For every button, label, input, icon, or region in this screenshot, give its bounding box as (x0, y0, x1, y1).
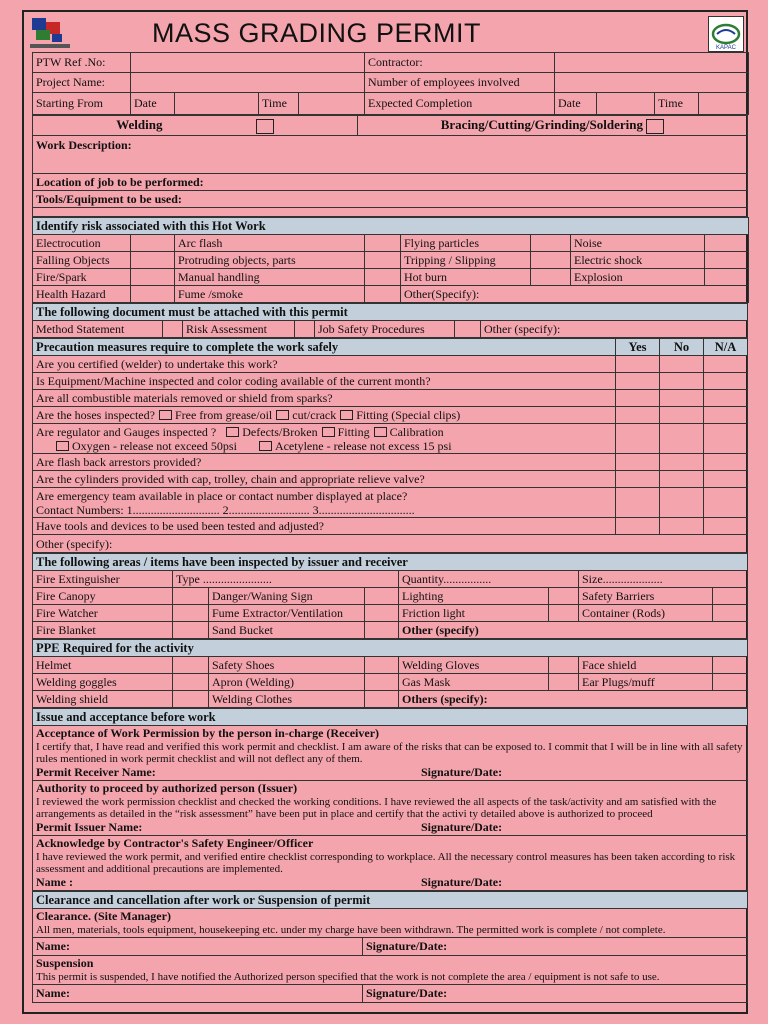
no-header: No (660, 339, 704, 356)
reg-fitting-label: Fitting (337, 424, 370, 439)
inspected-item: Fire Watcher (33, 605, 173, 622)
risk-item: Electrocution (33, 235, 131, 252)
form-title: MASS GRADING PERMIT (152, 18, 482, 48)
risk-item: Arc flash (175, 235, 365, 252)
acceptance-text: I certify that, I have read and verified this work permit and checklist. I am aware of the risks that can be exposed to. I commit that I will be in line with all safety rules mentioned in work permit checklist and will not deflect any of them. (36, 740, 743, 765)
acknowledge-text: I have reviewed the work permit, and verified entire checklist corresponding to workplace. All the necessary control measures has been taken according to risk assessment and additional precautions are implemented. (36, 850, 736, 875)
svg-text:KAPAC: KAPAC (716, 45, 736, 51)
clearance-text: All men, materials, tools equipment, housekeeping etc. under my charge have been withdrawn. The permitted work is complete / not complete. (36, 923, 666, 936)
no-cell[interactable] (660, 373, 704, 390)
clearance-signature-field[interactable]: Signature/Date: (363, 938, 748, 956)
ptw-ref-field[interactable] (131, 53, 365, 73)
na-cell[interactable] (704, 454, 748, 471)
yes-cell[interactable] (616, 356, 660, 373)
doc-check[interactable] (295, 321, 315, 338)
hoses-row (33, 407, 616, 424)
quantity-field[interactable]: Quantity................ (399, 571, 579, 588)
inspected-check[interactable] (713, 588, 748, 605)
risk-item: Falling Objects (33, 252, 131, 269)
documents-heading: The following document must be attached with this permit (33, 304, 748, 321)
hoses-grease-label: Free from grease/oil (174, 407, 273, 422)
clearance-title: Clearance. (Site Manager) (36, 909, 171, 923)
na-cell[interactable] (704, 373, 748, 390)
doc-check[interactable] (163, 321, 183, 338)
inspected-check[interactable] (173, 605, 209, 622)
risk-heading: Identify risk associated with this Hot Work (33, 218, 749, 235)
starting-from-label: Starting From (33, 93, 131, 115)
acetylene-checkbox[interactable] (259, 441, 272, 451)
inspected-check[interactable] (713, 605, 748, 622)
end-date-field[interactable] (597, 93, 655, 115)
inspected-check[interactable] (365, 622, 399, 639)
expected-completion-label: Expected Completion (365, 93, 555, 115)
risk-check[interactable] (365, 252, 401, 269)
no-cell[interactable] (660, 518, 704, 535)
inspected-item: Danger/Waning Sign (209, 588, 365, 605)
na-cell[interactable] (704, 390, 748, 407)
kapac-logo (708, 16, 744, 52)
risk-other[interactable]: Other(Specify): (401, 286, 749, 303)
no-cell[interactable] (660, 424, 704, 454)
hoses-grease-checkbox[interactable] (159, 410, 172, 420)
contact-numbers[interactable]: Contact Numbers: 1............................. 2........................... 3................................ (36, 502, 415, 517)
safety-name-label[interactable]: Name : (36, 874, 73, 889)
doc-other[interactable]: Other (specify): (481, 321, 748, 338)
num-employees-label: Number of employees involved (365, 73, 555, 93)
inspected-item: Sand Bucket (209, 622, 365, 639)
precaution-item: Are you certified (welder) to undertake this work? (33, 356, 616, 373)
precautions-heading: Precaution measures require to complete the work safely (33, 339, 616, 356)
risk-item: Flying particles (401, 235, 531, 252)
inspected-check[interactable] (365, 588, 399, 605)
ppe-item: Ear Plugs/muff (579, 674, 713, 691)
ppe-check[interactable] (549, 674, 579, 691)
issue-table (32, 708, 748, 891)
risk-item: Protruding objects, parts (175, 252, 365, 269)
work-type-table (32, 115, 748, 217)
inspected-item: Fire Canopy (33, 588, 173, 605)
end-time-label: Time (655, 93, 699, 115)
top-info-table (32, 52, 749, 115)
work-description[interactable]: Work Description: (33, 136, 748, 174)
precautions-table (32, 338, 748, 553)
start-time-label: Time (259, 93, 299, 115)
contractor-label: Contractor: (365, 53, 555, 73)
receiver-signature-label[interactable]: Signature/Date: (421, 764, 503, 779)
fire-extinguisher-label: Fire Extinguisher (33, 571, 173, 588)
reg-defects-checkbox[interactable] (226, 427, 239, 437)
precaution-item: Is Equipment/Machine inspected and color coding available of the current month? (33, 373, 616, 390)
precaution-other[interactable]: Other (specify): (33, 535, 748, 553)
reg-calibration-checkbox[interactable] (374, 427, 387, 437)
reg-fitting-checkbox[interactable] (322, 427, 335, 437)
na-cell[interactable] (704, 356, 748, 373)
hoses-question: Are the hoses inspected? (36, 407, 155, 422)
clearance-name-field[interactable]: Name: (33, 938, 363, 956)
yes-cell[interactable] (616, 518, 660, 535)
size-field[interactable]: Size.................... (579, 571, 748, 588)
yes-header: Yes (616, 339, 660, 356)
precaution-item: Are all combustible materials removed or shield from sparks? (33, 390, 616, 407)
yes-cell[interactable] (616, 424, 660, 454)
na-cell[interactable] (704, 471, 748, 488)
risk-check[interactable] (131, 286, 175, 303)
doc-check[interactable] (455, 321, 481, 338)
ppe-check[interactable] (173, 691, 209, 708)
risk-item: Hot burn (401, 269, 531, 286)
risk-item: Explosion (571, 269, 705, 286)
suspension-title: Suspension (36, 956, 94, 970)
doc-item: Job Safety Procedures (315, 321, 455, 338)
ppe-check[interactable] (365, 691, 399, 708)
no-cell[interactable] (660, 390, 704, 407)
issuer-signature-label[interactable]: Signature/Date: (421, 819, 503, 834)
reg-defects-label: Defects/Broken (242, 424, 318, 439)
risk-item: Health Hazard (33, 286, 131, 303)
ppe-item: Welding Gloves (399, 657, 549, 674)
na-cell[interactable] (704, 407, 748, 424)
yes-cell[interactable] (616, 407, 660, 424)
ppe-other[interactable]: Others (specify): (399, 691, 748, 708)
ptw-ref-label: PTW Ref .No: (33, 53, 131, 73)
ppe-check[interactable] (365, 674, 399, 691)
ppe-check[interactable] (713, 674, 748, 691)
ppe-check[interactable] (173, 657, 209, 674)
project-name-field[interactable] (131, 73, 365, 93)
clearance-table (32, 891, 748, 1003)
type-field[interactable]: Type ....................... (173, 571, 399, 588)
suspension-name-field[interactable]: Name: (33, 985, 363, 1003)
risk-check[interactable] (531, 235, 571, 252)
risk-item: Manual handling (175, 269, 365, 286)
ppe-item: Welding Clothes (209, 691, 365, 708)
inspected-item: Lighting (399, 588, 549, 605)
header (22, 12, 748, 52)
risk-check[interactable] (531, 269, 571, 286)
reg-calibration-label: Calibration (389, 424, 444, 439)
start-date-label: Date (131, 93, 175, 115)
inspected-item: Safety Barriers (579, 588, 713, 605)
ppe-check[interactable] (713, 657, 748, 674)
ppe-item: Welding shield (33, 691, 173, 708)
bracing-checkbox[interactable] (646, 119, 664, 134)
acknowledge-title: Acknowledge by Contractor's Safety Engineer/Officer (36, 836, 314, 850)
project-name-label: Project Name: (33, 73, 131, 93)
risk-item: Fire/Spark (33, 269, 131, 286)
suspension-text: This permit is suspended, I have notified the Authorized person specified that the work is not complete the area / equipment is not safe to use. (36, 970, 660, 983)
no-cell[interactable] (660, 407, 704, 424)
inspected-heading: The following areas / items have been inspected by issuer and receiver (33, 554, 748, 571)
risk-check[interactable] (705, 252, 749, 269)
precaution-item: Have tools and devices to be used been tested and adjusted? (33, 518, 616, 535)
inspected-check[interactable] (365, 605, 399, 622)
inspected-item: Friction light (399, 605, 549, 622)
inspected-check[interactable] (173, 622, 209, 639)
precaution-item: Are the cylinders provided with cap, trolley, chain and appropriate relieve valve? (33, 471, 616, 488)
doc-item: Risk Assessment (183, 321, 295, 338)
ppe-heading: PPE Required for the activity (33, 640, 748, 657)
yes-cell[interactable] (616, 454, 660, 471)
authority-text: I reviewed the work permission checklist and checked the working conditions. I have reviewed the all aspects of the task/activity and am satisfied with the arrangements as detailed in the “risk assessment” have been put in place and certify that the activi ty detailed above is authorized to proceed (36, 795, 717, 820)
emergency-question: Are emergency team available in place or contact number displayed at place? (36, 488, 408, 503)
issuer-name-label[interactable]: Permit Issuer Name: (36, 819, 143, 834)
ppe-check[interactable] (173, 674, 209, 691)
permit-form (32, 52, 748, 1003)
yes-cell[interactable] (616, 471, 660, 488)
yes-cell[interactable] (616, 373, 660, 390)
inspected-check[interactable] (549, 605, 579, 622)
risk-check[interactable] (531, 252, 571, 269)
start-date-field[interactable] (175, 93, 259, 115)
start-time-field[interactable] (299, 93, 365, 115)
na-cell[interactable] (704, 518, 748, 535)
inspected-item: Container (Rods) (579, 605, 713, 622)
risk-item: Electric shock (571, 252, 705, 269)
oxygen-label: Oxygen - release not exceed 50psi (72, 438, 237, 453)
ppe-check[interactable] (549, 657, 579, 674)
no-cell[interactable] (660, 471, 704, 488)
na-header: N/A (704, 339, 748, 356)
hoses-fitting-label: Fitting (Special clips) (356, 407, 461, 422)
receiver-name-label[interactable]: Permit Receiver Name: (36, 764, 156, 779)
risk-item: Tripping / Slipping (401, 252, 531, 269)
safety-signature-label[interactable]: Signature/Date: (421, 874, 503, 889)
risk-check[interactable] (131, 269, 175, 286)
ppe-item: Gas Mask (399, 674, 549, 691)
na-cell[interactable] (704, 488, 748, 518)
acceptance-title: Acceptance of Work Permission by the person in-charge (Receiver) (36, 726, 380, 740)
risk-item: Noise (571, 235, 705, 252)
risk-check[interactable] (365, 269, 401, 286)
ppe-item: Safety Shoes (209, 657, 365, 674)
doc-item: Method Statement (33, 321, 163, 338)
suspension-signature-field[interactable]: Signature/Date: (363, 985, 748, 1003)
no-cell[interactable] (660, 488, 704, 518)
risk-check[interactable] (705, 235, 749, 252)
hoses-cut-checkbox[interactable] (276, 410, 289, 420)
ppe-check[interactable] (365, 657, 399, 674)
welding-checkbox[interactable] (256, 119, 274, 134)
inspected-item: Fire Blanket (33, 622, 173, 639)
risk-check[interactable] (131, 252, 175, 269)
inspected-item: Fume Extractor/Ventilation (209, 605, 365, 622)
tools-field[interactable]: Tools/Equipment to be used: (33, 191, 748, 208)
end-time-field[interactable] (699, 93, 749, 115)
oxygen-checkbox[interactable] (56, 441, 69, 451)
ppe-table (32, 639, 748, 708)
end-date-label: Date (555, 93, 597, 115)
inspected-table (32, 553, 748, 639)
risk-check[interactable] (365, 286, 401, 303)
ppe-item: Welding goggles (33, 674, 173, 691)
hoses-cut-label: cut/crack (292, 407, 337, 422)
bracing-label: Bracing/Cutting/Grinding/Soldering (440, 117, 643, 133)
company-logo-left (26, 16, 74, 52)
contractor-field[interactable] (555, 53, 749, 73)
risk-check[interactable] (365, 235, 401, 252)
no-cell[interactable] (660, 454, 704, 471)
inspected-check[interactable] (173, 588, 209, 605)
ppe-item: Helmet (33, 657, 173, 674)
risk-check[interactable] (131, 235, 175, 252)
location-field[interactable]: Location of job to be performed: (33, 174, 748, 191)
yes-cell[interactable] (616, 390, 660, 407)
risk-check[interactable] (705, 269, 749, 286)
authority-title: Authority to proceed by authorized person (Issuer) (36, 781, 298, 795)
inspected-check[interactable] (549, 588, 579, 605)
hoses-fitting-checkbox[interactable] (340, 410, 353, 420)
issue-heading: Issue and acceptance before work (33, 709, 748, 726)
ppe-item: Apron (Welding) (209, 674, 365, 691)
regulator-question: Are regulator and Gauges inspected ? (36, 424, 217, 439)
precaution-item: Are flash back arrestors provided? (33, 454, 616, 471)
regulator-row (33, 424, 616, 454)
risk-table (32, 217, 749, 303)
yes-cell[interactable] (616, 488, 660, 518)
welding-label: Welding (116, 117, 163, 133)
na-cell[interactable] (704, 424, 748, 454)
clearance-heading: Clearance and cancellation after work or Suspension of permit (33, 892, 748, 909)
num-employees-field[interactable] (555, 73, 749, 93)
no-cell[interactable] (660, 356, 704, 373)
risk-item: Fume /smoke (175, 286, 365, 303)
ppe-item: Face shield (579, 657, 713, 674)
documents-table (32, 303, 748, 338)
acetylene-label: Acetylene - release not excess 15 psi (274, 438, 452, 453)
inspected-other[interactable]: Other (specify) (399, 622, 748, 639)
